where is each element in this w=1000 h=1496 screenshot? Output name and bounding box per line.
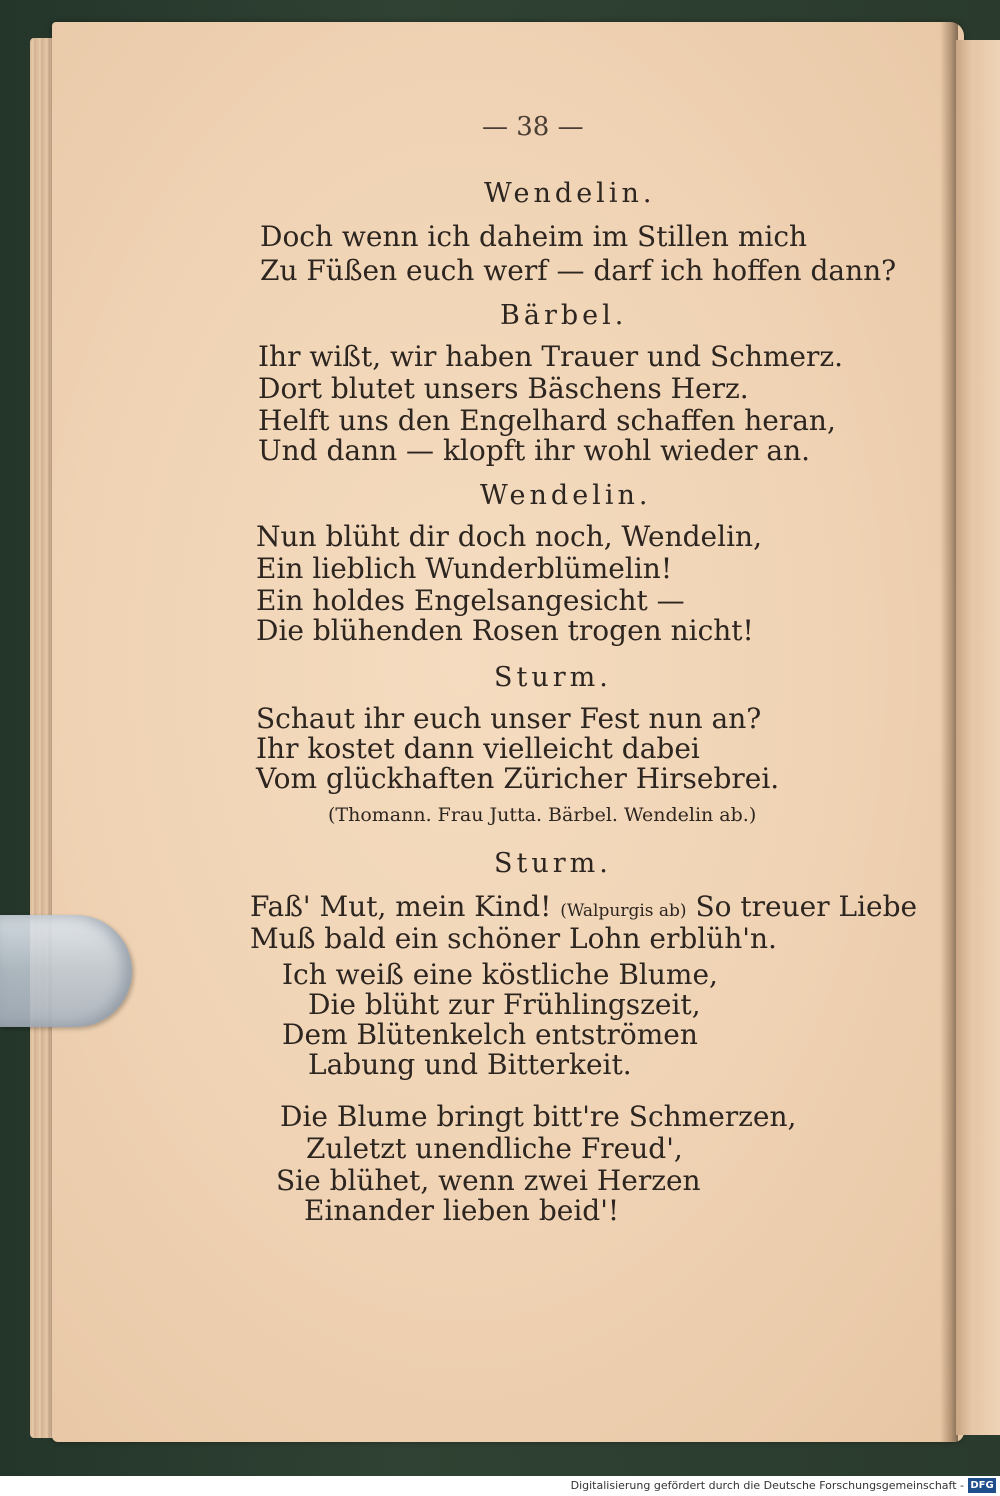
verse-line-with-stage-direction <box>250 890 917 923</box>
speaker-sturm: Sturm. <box>494 848 612 879</box>
inline-stage-direction: (Walpurgis ab) <box>560 901 687 921</box>
verse-line: Ihr kostet dann vielleicht dabei <box>256 732 700 765</box>
verse-line: Nun blüht dir doch noch, Wendelin, <box>256 520 762 553</box>
speaker-sturm: Sturm. <box>494 662 612 693</box>
song-line: Dem Blütenkelch entströmen <box>282 1018 698 1051</box>
verse-line: Vom glückhaften Züricher Hirsebrei. <box>256 762 780 795</box>
speaker-wendelin: Wendelin. <box>484 178 656 209</box>
song-line: Zuletzt unendliche Freud', <box>306 1132 683 1165</box>
speaker-wendelin: Wendelin. <box>480 480 652 511</box>
dfg-logo: DFG <box>968 1478 996 1493</box>
verse-line: Dort blutet unsers Bäschens Herz. <box>258 372 749 405</box>
verse-text: So treuer Liebe <box>686 890 918 923</box>
verse-line: Doch wenn ich daheim im Stillen mich <box>260 220 808 253</box>
song-line: Die Blume bringt bitt're Schmerzen, <box>280 1100 797 1133</box>
page-number: — 38 — <box>482 112 584 142</box>
verse-line: Zu Füßen euch werf — darf ich hoffen dann? <box>260 254 897 287</box>
verse-line: Muß bald ein schöner Lohn erblüh'n. <box>250 922 777 955</box>
song-line: Labung und Bitterkeit. <box>308 1048 632 1081</box>
verse-line: Helft uns den Engelhard schaffen heran, <box>258 404 836 437</box>
verse-line: Ein lieblich Wunderblümelin! <box>256 552 673 585</box>
verse-text: Faß' Mut, mein Kind! <box>250 890 561 923</box>
verse-line: Schaut ihr euch unser Fest nun an? <box>256 702 762 735</box>
verse-line: Die blühenden Rosen trogen nicht! <box>256 614 754 647</box>
page-clip <box>0 915 132 1027</box>
stage-direction: (Thomann. Frau Jutta. Bärbel. Wendelin ab.) <box>328 804 757 826</box>
song-line: Die blüht zur Frühlingszeit, <box>308 988 701 1021</box>
verse-line: Ein holdes Engelsangesicht — <box>256 584 685 617</box>
adjacent-page <box>956 40 1000 1435</box>
song-line: Einander lieben beid'! <box>304 1194 620 1227</box>
funding-notice: Digitalisierung gefördert durch die Deutsche Forschungsgemeinschaft - <box>570 1479 964 1492</box>
song-line: Ich weiß eine köstliche Blume, <box>282 958 718 991</box>
verse-line: Und dann — klopft ihr wohl wieder an. <box>258 434 811 467</box>
verse-line: Ihr wißt, wir haben Trauer und Schmerz. <box>258 340 844 373</box>
footer-bar <box>0 1476 1000 1496</box>
song-line: Sie blühet, wenn zwei Herzen <box>276 1164 701 1197</box>
speaker-baerbel: Bärbel. <box>500 300 628 331</box>
